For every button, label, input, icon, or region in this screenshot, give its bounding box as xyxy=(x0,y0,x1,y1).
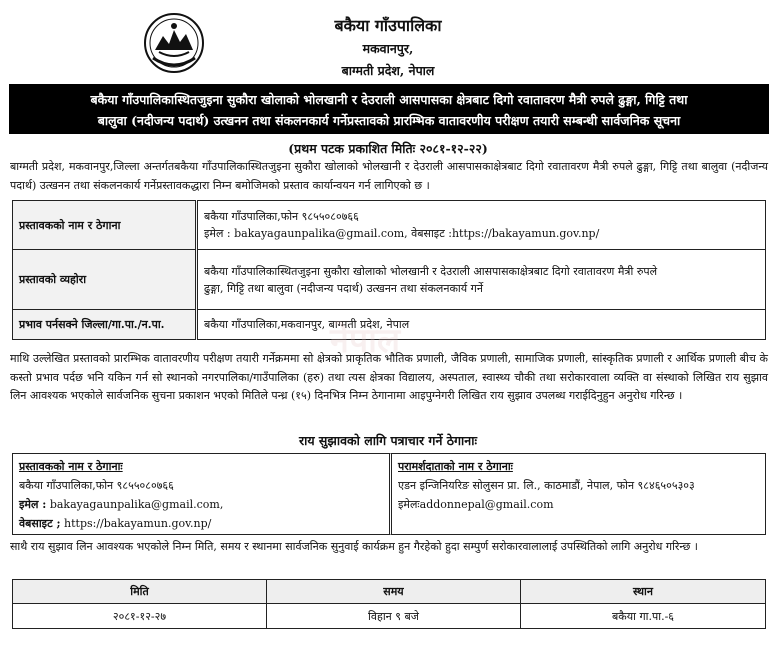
banner-line-2: बालुवा (नदीजन्य पदार्थ) उत्खनन तथा संकलनकार्य गर्नेप्रस्तावको प्रारम्भिक वातावरणीय परीक्षण तयारी सम्बन्धी सार्वजनिक सूचना xyxy=(97,113,681,128)
table-header-row xyxy=(13,580,766,604)
hearing-venue: बकैया गा.पा.-६ xyxy=(521,604,766,629)
proposal-desc-line-1: बकैया गाँउपालिकास्थितजुइना सुकौरा खोलाको भोलखानी र देउराली आसपासकाक्षेत्रबाट दिगो रवातावरण मैत्री रुपले xyxy=(204,264,658,278)
table-row xyxy=(13,201,766,250)
header-venue: स्थान xyxy=(521,580,766,604)
proponent-heading: प्रस्तावकको नाम र ठेगानाः xyxy=(19,460,123,473)
publication-date: (प्रथम पटक प्रकाशित मितिः २०८१-१२-२२) xyxy=(288,141,488,156)
hearing-note: साथै राय सुझाव लिन आवश्यक भएकोले निम्न मिति, समय र स्थानमा सार्वजनिक सुनुवाई कार्यक्रम हुन गैरहेको हुदा सम्पुर्ण सरोकारवालालाई उपस्थितिको लागि अनुरोध गरिन्छ । xyxy=(10,540,698,553)
proponent-web-line xyxy=(19,514,383,533)
banner-line-1: बकैया गाँउपालिकास्थितजुइना सुकौरा खोलाको भोलखानी र देउराली आसपासका क्षेत्रबाट दिगो रवातावरण मैत्री रुपले ढुङ्गा, गिट्टि तथा xyxy=(90,92,688,107)
row-value xyxy=(197,250,766,310)
row-label: प्रस्तावको व्यहोरा xyxy=(13,250,197,310)
header-time: समय xyxy=(267,580,521,604)
row-value: बकैया गाँउपालिका,मकवानपुर, बाग्मती प्रदेश, नेपाल xyxy=(197,310,766,340)
intro-paragraph: बाग्मती प्रदेश, मकवानपुर,जिल्ला अन्तर्गतबकैया गाँउपालिकास्थितजुइना सुकौरा खोलाको भोलखानी र देउराली आसपासकाक्षेत्रबाट दिगो रवातावरण मैत्री रुपले ढुङ्गा, गिट्टि तथा बालुवा (नदीजन्य पदार्थ) उत्खनन तथा संकलनकार्य गर्नेप्रस्तावकद्धारा निम्न बमोजिमको प्रस्ताव कार्यान्वयन गर्न लागिएको छ । xyxy=(10,160,768,192)
consultant-name-phone: एडन इन्जिनियरिङ सोलुसन प्रा. लि., काठमाडौं, नेपाल, फोन ९८४६५०५३०३ xyxy=(398,479,695,492)
consultant-heading: परामर्शदाताको नाम र ठेगानाः xyxy=(398,460,513,473)
hearing-time: विहान ९ बजे xyxy=(267,604,521,629)
row-label: प्रभाव पर्नसक्ने जिल्ला/गा.पा./न.पा. xyxy=(13,310,197,340)
proposal-desc-line-2: ढुङ्गा, गिट्टि तथा बालुवा (नदीजन्य पदार्थ) उत्खनन तथा संकलनकार्य गर्ने xyxy=(204,281,483,295)
proponent-website: https://bakayamun.gov.np/ xyxy=(64,517,212,530)
office-district: मकवानपुर, xyxy=(362,41,414,56)
notice-title-banner xyxy=(9,84,769,134)
proponent-email-web: इमेल : bakayagaunpalika@gmail.com, वेबसाइट :https://bakayamun.gov.np/ xyxy=(204,227,600,240)
proponent-phone: बकैया गाँउपालिका,फोन ९८५५०८०७६६ xyxy=(19,479,174,492)
office-province: बाग्मती प्रदेश, नेपाल xyxy=(341,63,435,78)
web-label: वेबसाइट ; xyxy=(19,517,61,530)
table-row xyxy=(13,604,766,629)
consultant-contact-box xyxy=(389,453,766,535)
proponent-email: bakayagaunpalika@gmail.com, xyxy=(49,498,224,511)
proponent-phone: बकैया गाँउपालिका,फोन ९८५५०८०७६६ xyxy=(204,210,359,223)
watermark: नेपाल xyxy=(330,321,401,361)
header-date: मिति xyxy=(13,580,267,604)
email-label: इमेल : xyxy=(19,498,47,511)
hearing-schedule-table xyxy=(12,579,766,629)
row-label: प्रस्तावकको नाम र ठेगाना xyxy=(13,201,197,250)
correspondence-title: राय सुझावको लागि पत्राचार गर्ने ठेगानाः xyxy=(298,433,477,448)
table-row xyxy=(13,250,766,310)
body-paragraph: माथि उल्लेखित प्रस्तावको प्रारम्भिक वातावरणीय परीक्षण तयारी गर्नेक्रममा सो क्षेत्रको प्राकृतिक भौतिक प्रणाली, जैविक प्रणाली, सामाजिक प्रणाली, सांस्कृतिक प्रणाली र आर्थिक प्रणाली बीच के कस्तो प्रभाव पर्दछ भनि यकिन गर्न सो स्थानको नगरपालिका/गाउँपालिका (हरु) तथा त्यस क्षेत्रका विद्यालय, अस्पताल, स्वास्थ्य चौकी तथा सरोकारवाला व्यक्ति वा संस्थाको लिखित राय सुझाव लिन आवश्यक भएकोले सार्वजनिक सुचना प्रकाशन भएको मितिले पन्ध्र (१५) दिनभित्र निम्न ठेगानामा आइपुग्नेगरी लिखित राय सुझाव उपलब्ध गराईदिनुहुन अनुरोध गरिन्छ । xyxy=(10,352,768,402)
hearing-date: २०८१-१२-२७ xyxy=(13,604,267,629)
consultant-email: इमेलःaddonnepal@gmail.com xyxy=(398,498,554,511)
office-name: बकैया गाँउपालिका xyxy=(334,16,442,35)
row-value xyxy=(197,201,766,250)
proponent-contact-box xyxy=(12,453,390,535)
proponent-email-line xyxy=(19,495,383,514)
